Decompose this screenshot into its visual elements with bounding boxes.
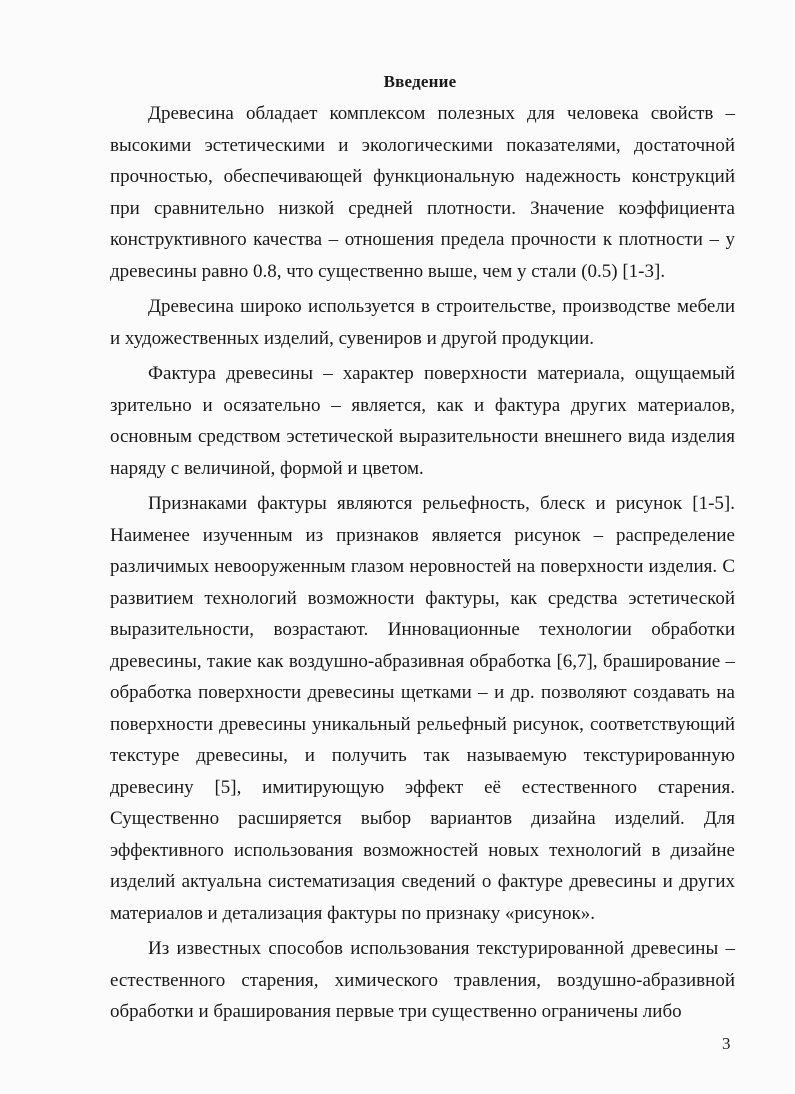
paragraph-1: Древесина обладает комплексом полезных для человека свойств – высокими эстетическими и экологическими показателями, достаточной прочностью, обеспечивающей функциональную надежность конструкций при сравнительно низкой средней плотности. Значение коэффициента конструктивного качества – отношения предела прочности к плотности – у древесины равно 0.8, что существенно выше, чем у стали (0.5) [1-3]. (110, 103, 735, 282)
paragraph-3: Фактура древесины – характер поверхности материала, ощущаемый зрительно и осязательно – является, как и фактура других материалов, основным средством эстетической выразительности внешнего вида изделия наряду с величиной, формой и цветом. (110, 363, 735, 479)
body-text (110, 98, 735, 1028)
section-title: Введение (383, 72, 457, 91)
paragraph-2: Древесина широко используется в строительстве, производстве мебели и художественных изделий, сувениров и другой продукции. (110, 296, 735, 349)
paragraph-5: Из известных способов использования текстурированной древесины – естественного старения, химического травления, воздушно-абразивной обработки и браширования первые три существенно ограничены либо (110, 938, 735, 1022)
page-number: 3 (722, 1034, 731, 1053)
paragraph-4: Признаками фактуры являются рельефность, блеск и рисунок [1-5]. Наименее изученным из признаков является рисунок – распределение различимых невооруженным глазом неровностей на поверхности изделия. С развитием технологий возможности фактуры, как средства эстетической выразительности, возрастают. Инновационные технологии обработки древесины, такие как воздушно-абразивная обработка [6,7], браширование – обработка поверхности древесины щетками – и др. позволяют создавать на поверхности древесины уникальный рельефный рисунок, соответствующий текстуре древесины, и получить так называемую текстурированную древесину [5], имитирующую эффект её естественного старения. Существенно расширяется выбор вариантов дизайна изделий. Для эффективного использования возможностей новых технологий в дизайне изделий актуальна систематизация сведений о фактуре древесины и других материалов и детализация фактуры по признаку «рисунок». (110, 493, 735, 924)
